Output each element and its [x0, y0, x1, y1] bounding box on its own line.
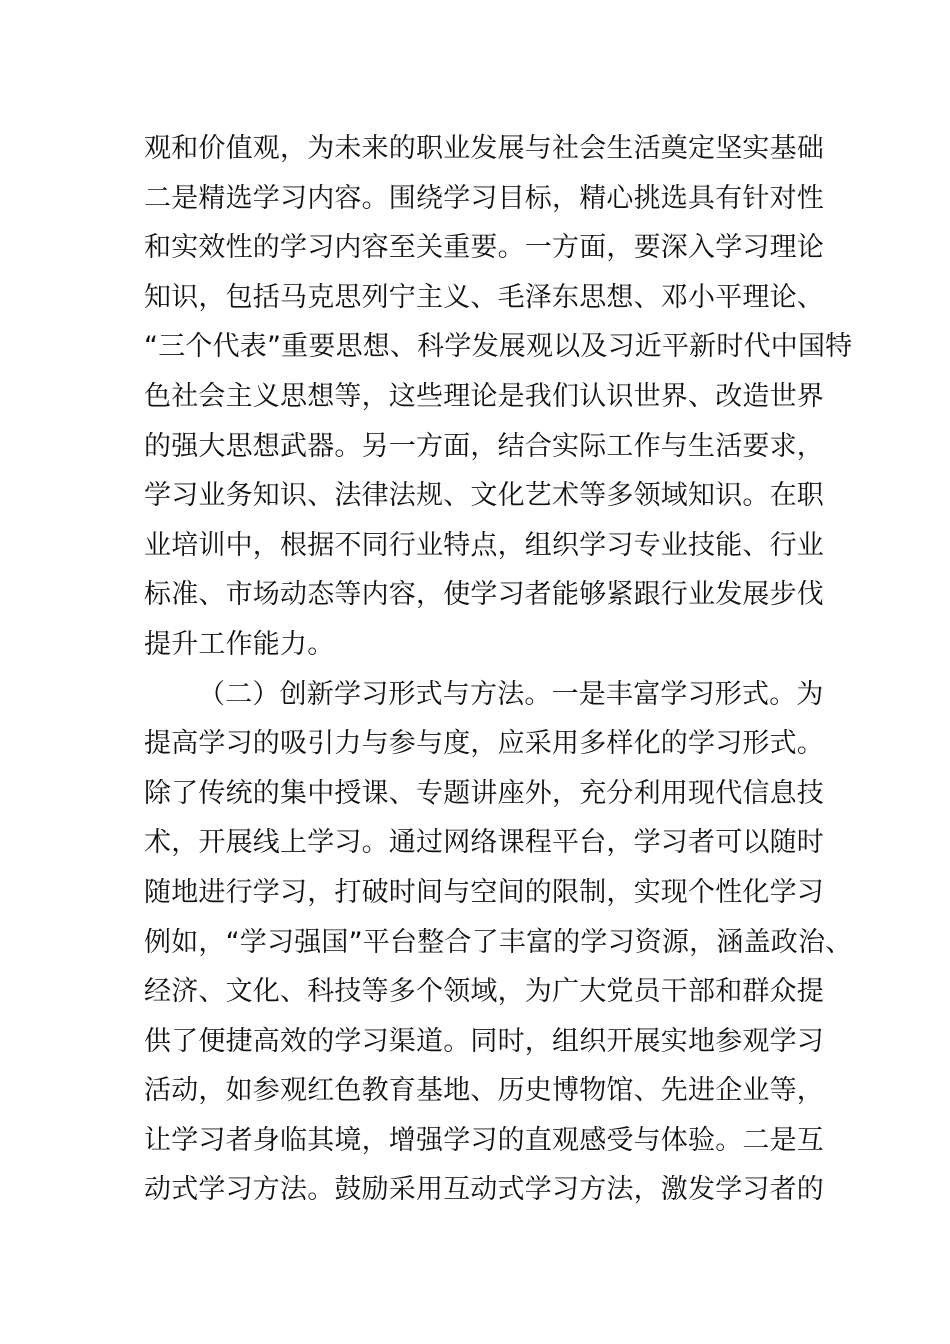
text-line: 色社会主义思想等，这些理论是我们认识世界、改造世界: [144, 380, 824, 412]
text-line: 提高学习的吸引力与参与度，应采用多样化的学习形式。: [144, 728, 824, 760]
text-line: 术，开展线上学习。通过网络课程平台，学习者可以随时: [144, 827, 824, 859]
text-line: 观和价值观，为未来的职业发展与社会生活奠定坚实基础: [144, 133, 824, 164]
text-line: “三个代表”重要思想、科学发展观以及习近平新时代中国特: [144, 331, 853, 363]
text-line: 提升工作能力。: [144, 628, 335, 660]
text-line: 随地进行学习，打破时间与空间的限制，实现个性化学习: [144, 876, 824, 908]
text-line: 经济、文化、科技等多个领域，为广大党员干部和群众提: [144, 976, 824, 1008]
text-line: 业培训中，根据不同行业特点，组织学习专业技能、行业: [144, 529, 824, 561]
body-text: [144, 124, 853, 1215]
text-line: 让学习者身临其境，增强学习的直观感受与体验。二是互: [144, 1124, 824, 1156]
text-line: 学习业务知识、法律法规、文化艺术等多领域知识。在职: [144, 480, 824, 512]
text-line: 供了便捷高效的学习渠道。同时，组织开展实地参观学习: [144, 1025, 824, 1057]
section-heading-line: （二）创新学习形式与方法。一是丰富学习形式。为: [198, 678, 824, 710]
text-line: 标准、市场动态等内容，使学习者能够紧跟行业发展步伐: [144, 579, 824, 611]
text-line: 例如，“学习强国”平台整合了丰富的学习资源，涵盖政治、: [144, 926, 853, 958]
text-line: 和实效性的学习内容至关重要。一方面，要深入学习理论: [144, 232, 824, 264]
text-line: 二是精选学习内容。围绕学习目标，精心挑选具有针对性: [144, 182, 824, 214]
text-line: 除了传统的集中授课、专题讲座外，充分利用现代信息技: [144, 777, 824, 809]
text-line: 知识，包括马克思列宁主义、毛泽东思想、邓小平理论、: [144, 281, 824, 313]
text-line: 的强大思想武器。另一方面，结合实际工作与生活要求，: [144, 430, 824, 462]
text-line: 活动，如参观红色教育基地、历史博物馆、先进企业等，: [144, 1075, 824, 1107]
text-line: 动式学习方法。鼓励采用互动式学习方法，激发学习者的: [144, 1174, 824, 1206]
